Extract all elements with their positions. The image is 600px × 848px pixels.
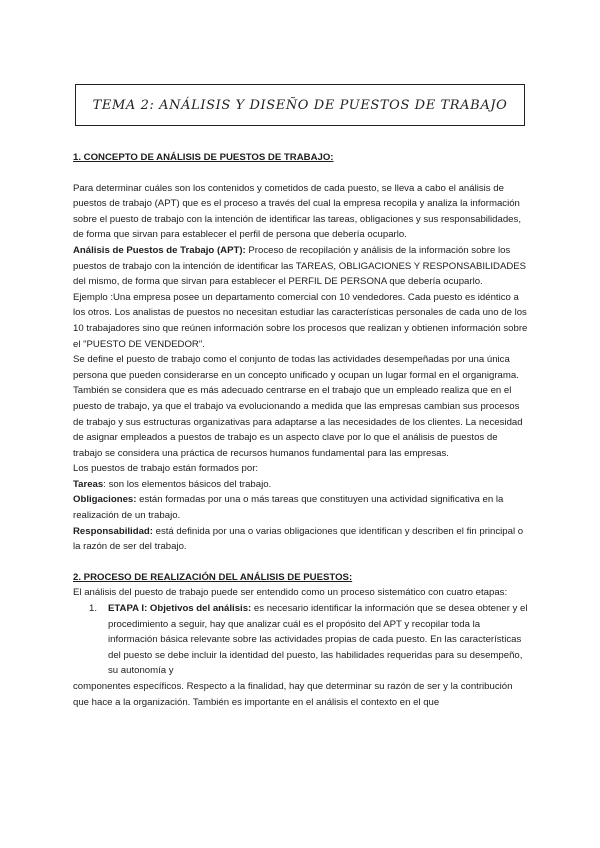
continuation-paragraph: componentes específicos. Respecto a la finalidad, hay que determinar su razón de ser y la contribución que hace a la organización. También es importante en el análisis el contexto en el que (73, 681, 513, 708)
apt-term: Análisis de Puestos de Trabajo (APT): (73, 244, 246, 256)
section-2-heading: 2. PROCESO DE REALIZACIÓN DEL ANÁLISIS DE PUESTOS: (73, 571, 353, 583)
stage-1-text: es necesario identificar la información que se desea obtener y el procedimiento a seguir, hay que analizar cuál es el propósito del APT y recopilar toda la información básica relevante sobre las actividades propias de cada puesto. En las características del puesto se debe incluir la identidad del puesto, las habilidades requeridas para su desempeño, su autonomía y (108, 603, 528, 677)
document-body (73, 150, 529, 710)
definition-paragraph: Se define el puesto de trabajo como el conjunto de todas las actividades desempeñadas por una única persona que pueden considerarse en un concepto unificado y ocupan un lugar formal en el organigrama. También se considera que es más adecuado centrarse en el trabajo que un empleado realiza que en el puesto de trabajo, ya que el trabajo va evolucionando a medida que las empresas cambian sus procesos de trabajo y sus estructuras organizativas para adaptarse a las necesidades de los clientes. La necesidad de asignar empleados a puestos de trabajo es un aspecto clave por lo que el análisis de puestos de trabajo se considera una práctica de recursos humanos fundamental para las empresas. (73, 354, 523, 459)
section-1-intro: Para determinar cuáles son los contenidos y cometidos de cada puesto, se lleva a cabo el análisis de puestos de trabajo (APT) que es el proceso a través del cual la empresa recopila y analiza la información sobre el puesto de trabajo con la intención de identificar las tareas, obligaciones y sus responsabilidades, de forma que sirvan para establecer el perfil de persona que debería ocuparlo. (73, 182, 521, 241)
list-number: 1. (89, 603, 98, 615)
stages-list (73, 601, 529, 679)
title-box (75, 84, 525, 126)
list-item (73, 601, 529, 679)
stage-1-term: ETAPA I: Objetivos del análisis: (108, 603, 252, 615)
section-1-heading: 1. CONCEPTO DE ANÁLISIS DE PUESTOS DE TRABAJO: (73, 152, 334, 163)
tareas-term: Tareas (73, 478, 104, 490)
formed-by-line: Los puestos de trabajo están formados por: (73, 463, 259, 475)
responsabilidad-line (73, 524, 529, 555)
apt-definition (73, 243, 529, 290)
apt-def: Proceso de recopilación y análisis de la información sobre los puestos de trabajo con la intención de identificar las TAREAS, OBLIGACIONES Y RESPONSABILIDADES del mismo, de forma que sirvan para establecer el PERFIL DE PERSONA que debería ocuparlo. (73, 244, 527, 288)
responsabilidad-term: Responsabilidad: (73, 525, 153, 537)
obligaciones-line (73, 492, 529, 523)
responsabilidad-def: está definida por una o varias obligaciones que identifican y describen el fin principal o la razón de ser del trabajo. (73, 525, 524, 553)
obligaciones-term: Obligaciones: (73, 494, 137, 506)
obligaciones-def: están formadas por una o más tareas que constituyen una actividad significativa en la realización de un trabajo. (73, 494, 504, 522)
tareas-def: : son los elementos básicos del trabajo. (103, 478, 272, 490)
example-paragraph: Ejemplo :Una empresa posee un departamento comercial con 10 vendedores. Cada puesto es idéntico a los otros. Los analistas de puestos no necesitan estudiar las características personales de cada uno de los 10 trabajadores sino que reúnen información sobre los procesos que realizan y obtienen información sobre el "PUESTO DE VENDEDOR". (73, 291, 528, 350)
section-2-intro: El análisis del puesto de trabajo puede ser entendido como un proceso sistemático con cuatro etapas: (73, 587, 508, 599)
document-title: TEMA 2: ANÁLISIS Y DISEÑO DE PUESTOS DE TRABAJO (92, 97, 508, 113)
tareas-line (73, 477, 529, 493)
list-item-text (108, 601, 529, 679)
